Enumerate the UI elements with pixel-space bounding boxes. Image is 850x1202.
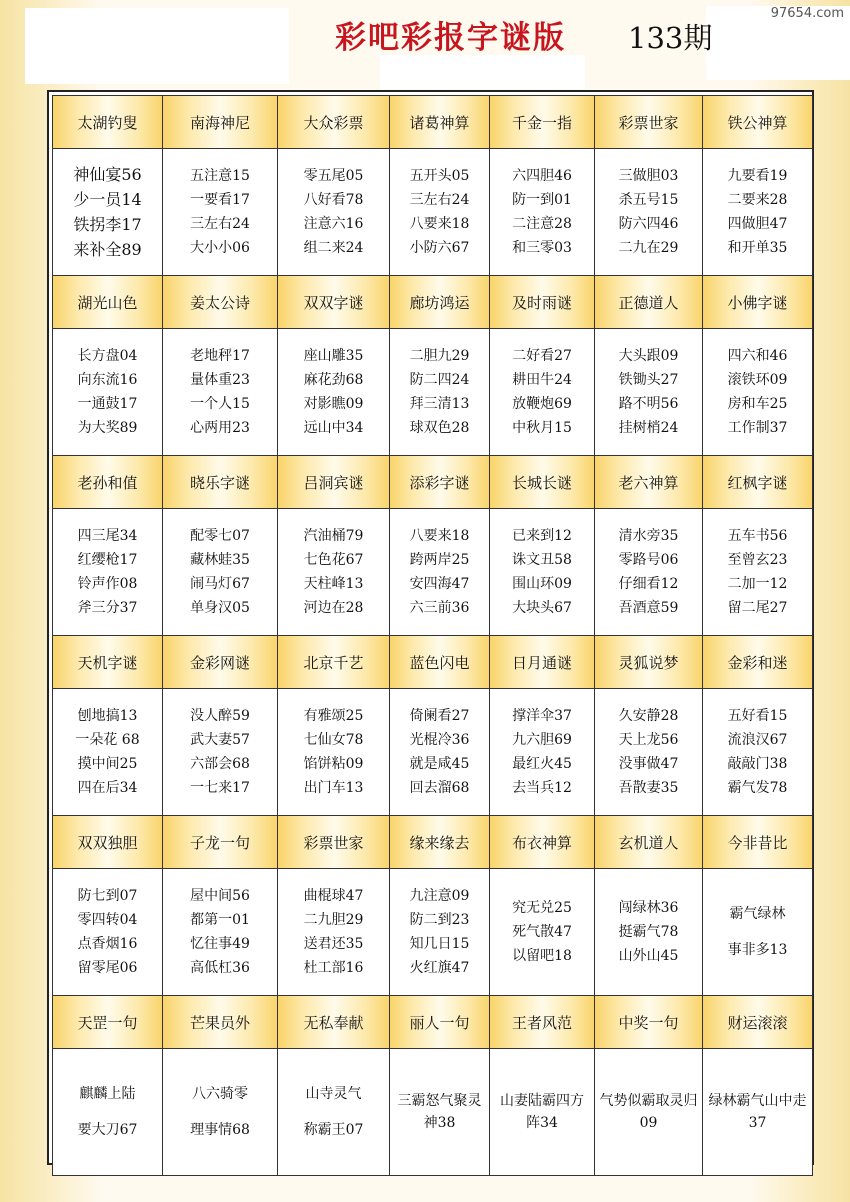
column-name-cell: 彩票世家 <box>278 816 390 869</box>
riddle-line: 吾酒意59 <box>618 600 679 616</box>
column-name-cell: 吕洞宾谜 <box>278 456 390 509</box>
riddle-line: 已来到12 <box>512 528 572 544</box>
riddle-line: 路不明56 <box>618 396 679 412</box>
riddle-line: 五车书56 <box>727 528 788 544</box>
riddle-cell <box>53 1049 163 1176</box>
column-name-cell: 蓝色闪电 <box>390 636 490 689</box>
column-name-cell: 中奖一句 <box>595 996 703 1049</box>
riddle-line: 长方盘04 <box>77 348 138 364</box>
riddle-line: 山寺灵气 <box>305 1086 362 1102</box>
riddle-cell <box>490 689 595 816</box>
riddle-line: 八六骑零 <box>192 1086 248 1102</box>
riddle-line: 注意六16 <box>303 216 364 232</box>
riddle-line: 麻花劲68 <box>303 372 364 388</box>
blank-box-center <box>380 55 585 89</box>
riddle-cell <box>278 329 390 456</box>
riddle-line: 最红火45 <box>512 756 572 772</box>
riddle-cell <box>595 509 703 636</box>
riddle-line: 六三前36 <box>409 600 470 616</box>
header-row <box>53 636 813 689</box>
riddle-line: 有雅颂25 <box>303 708 364 724</box>
riddle-line: 跨两岸25 <box>409 552 470 568</box>
riddle-line: 六部会68 <box>190 756 250 772</box>
riddle-line: 五好看15 <box>727 708 788 724</box>
riddle-cell <box>163 509 278 636</box>
riddle-cell <box>53 509 163 636</box>
column-name-cell: 无私奉献 <box>278 996 390 1049</box>
riddle-line: 八要来18 <box>409 528 470 544</box>
column-name-cell: 晓乐字谜 <box>163 456 278 509</box>
riddle-line: 曲棍球47 <box>303 888 364 904</box>
riddle-cell <box>390 869 490 996</box>
riddle-line: 忆往事49 <box>190 936 250 952</box>
riddle-line: 量体重23 <box>190 372 250 388</box>
riddle-line: 斧三分37 <box>77 600 138 616</box>
column-name-cell: 缘来缘去 <box>390 816 490 869</box>
riddle-line: 高低杠36 <box>190 960 250 976</box>
riddle-cell <box>490 869 595 996</box>
riddle-line: 送君还35 <box>303 936 364 952</box>
riddle-line: 一通鼓17 <box>77 396 138 412</box>
riddle-line: 四做胆47 <box>727 216 788 232</box>
riddle-line: 八要来18 <box>409 216 470 232</box>
riddle-line: 馅饼粘09 <box>303 756 364 772</box>
riddle-line: 组二来24 <box>303 240 364 256</box>
riddle-line: 四六和46 <box>727 348 788 364</box>
riddle-line: 二注意28 <box>512 216 572 232</box>
riddle-line: 四三尾34 <box>77 528 138 544</box>
column-name-cell: 财运滚滚 <box>703 996 813 1049</box>
column-name-cell: 彩票世家 <box>595 96 703 149</box>
riddle-line: 三做胆03 <box>618 168 679 184</box>
riddle-line: 九注意09 <box>409 888 470 904</box>
riddle-cell <box>53 869 163 996</box>
riddle-line: 二好看27 <box>512 348 572 364</box>
riddle-line: 绿林霸气山中走37 <box>708 1093 807 1131</box>
riddle-line: 二九胆29 <box>303 912 364 928</box>
riddle-line: 铃声作08 <box>77 576 138 592</box>
riddle-line: 单身汉05 <box>190 600 250 616</box>
column-name-cell: 大众彩票 <box>278 96 390 149</box>
riddle-line: 二要来28 <box>727 192 788 208</box>
riddle-cell <box>490 329 595 456</box>
column-name-cell: 丽人一句 <box>390 996 490 1049</box>
riddle-line: 藏林蛙35 <box>190 552 250 568</box>
riddle-table <box>52 95 813 1176</box>
column-name-cell: 芒果员外 <box>163 996 278 1049</box>
riddle-line: 称霸王07 <box>303 1122 364 1138</box>
riddle-line: 知几日15 <box>409 936 470 952</box>
riddle-line: 清水旁35 <box>618 528 679 544</box>
riddle-line: 放鞭炮69 <box>512 396 572 412</box>
riddle-line: 五注意15 <box>190 168 250 184</box>
header-row <box>53 276 813 329</box>
column-name-cell: 姜太公诗 <box>163 276 278 329</box>
riddle-line: 安四海47 <box>409 576 470 592</box>
riddle-row <box>53 689 813 816</box>
riddle-line: 吾散妻35 <box>618 780 679 796</box>
riddle-line: 和开单35 <box>727 240 788 256</box>
riddle-line: 留二尾27 <box>727 600 788 616</box>
column-name-cell: 小佛字谜 <box>703 276 813 329</box>
riddle-line: 敲敲门38 <box>727 756 788 772</box>
riddle-cell <box>163 149 278 276</box>
riddle-cell <box>490 149 595 276</box>
column-name-cell: 今非昔比 <box>703 816 813 869</box>
riddle-line: 工作制37 <box>727 420 788 436</box>
riddle-line: 三霸怒气聚灵神38 <box>397 1093 482 1131</box>
header-row <box>53 96 813 149</box>
riddle-line: 中秋月15 <box>512 420 572 436</box>
riddle-line: 摸中间25 <box>77 756 138 772</box>
column-name-cell: 子龙一句 <box>163 816 278 869</box>
riddle-line: 围山环09 <box>512 576 572 592</box>
riddle-line: 二胆九29 <box>409 348 470 364</box>
riddle-line: 天柱峰13 <box>303 576 364 592</box>
riddle-cell <box>278 1049 390 1176</box>
column-name-cell: 金彩网谜 <box>163 636 278 689</box>
riddle-cell <box>703 329 813 456</box>
column-name-cell: 玄机道人 <box>595 816 703 869</box>
column-name-cell: 廊坊鸿运 <box>390 276 490 329</box>
column-name-cell: 千金一指 <box>490 96 595 149</box>
riddle-line: 五开头05 <box>409 168 470 184</box>
riddle-line: 闯绿林36 <box>618 900 679 916</box>
riddle-cell <box>163 1049 278 1176</box>
riddle-line: 诛文丑58 <box>512 552 572 568</box>
riddle-line: 倚阑看27 <box>409 708 470 724</box>
header-row <box>53 996 813 1049</box>
riddle-line: 麒麟上陆 <box>79 1086 136 1102</box>
column-name-cell: 天机字谜 <box>53 636 163 689</box>
riddle-cell <box>390 689 490 816</box>
riddle-row <box>53 1049 813 1176</box>
riddle-line: 防七到07 <box>77 888 138 904</box>
riddle-line: 武大妻57 <box>190 732 250 748</box>
riddle-line: 天上龙56 <box>618 732 679 748</box>
column-name-cell: 及时雨谜 <box>490 276 595 329</box>
riddle-line: 防二到23 <box>409 912 470 928</box>
riddle-line: 汽油桶79 <box>303 528 364 544</box>
riddle-line: 没人醉59 <box>190 708 250 724</box>
column-name-cell: 天罡一句 <box>53 996 163 1049</box>
riddle-line: 山妻陆霸四方阵34 <box>500 1093 584 1131</box>
riddle-line: 九六胆69 <box>512 732 572 748</box>
riddle-line: 座山雕35 <box>303 348 364 364</box>
riddle-line: 没事做47 <box>618 756 679 772</box>
header-row <box>53 816 813 869</box>
riddle-line: 七仙女78 <box>303 732 364 748</box>
riddle-line: 仔细看12 <box>618 576 679 592</box>
riddle-line: 杀五号15 <box>618 192 679 208</box>
riddle-line: 三左右24 <box>409 192 470 208</box>
riddle-line: 为大奖89 <box>77 420 138 436</box>
riddle-line: 防二四24 <box>409 372 470 388</box>
column-name-cell: 南海神尼 <box>163 96 278 149</box>
riddle-cell <box>390 149 490 276</box>
riddle-line: 大头跟09 <box>618 348 679 364</box>
riddle-line: 气势似霸取灵归09 <box>599 1093 698 1131</box>
riddle-cell <box>390 509 490 636</box>
riddle-line: 铁锄头27 <box>618 372 679 388</box>
riddle-line: 神仙宴56 <box>73 165 142 184</box>
riddle-line: 防六四46 <box>618 216 679 232</box>
riddle-cell <box>595 689 703 816</box>
riddle-line: 三左右24 <box>190 216 250 232</box>
riddle-row <box>53 509 813 636</box>
riddle-line: 球双色28 <box>409 420 470 436</box>
riddle-line: 二加一12 <box>727 576 788 592</box>
riddle-cell <box>53 329 163 456</box>
riddle-line: 滚铁环09 <box>727 372 788 388</box>
riddle-line: 零四转04 <box>77 912 138 928</box>
riddle-row <box>53 869 813 996</box>
riddle-line: 耕田牛24 <box>512 372 572 388</box>
riddle-line: 要大刀67 <box>77 1122 138 1138</box>
riddle-line: 一朵花 68 <box>75 732 140 748</box>
column-name-cell: 老孙和值 <box>53 456 163 509</box>
header-row <box>53 456 813 509</box>
page-title: 彩吧彩报字谜版 <box>335 20 566 56</box>
column-name-cell: 灵狐说梦 <box>595 636 703 689</box>
riddle-line: 二九在29 <box>618 240 679 256</box>
column-name-cell: 添彩字谜 <box>390 456 490 509</box>
riddle-row <box>53 329 813 456</box>
column-name-cell: 日月通谜 <box>490 636 595 689</box>
riddle-line: 对影瞧09 <box>303 396 364 412</box>
riddle-line: 老地秤17 <box>190 348 250 364</box>
column-name-cell: 双双独胆 <box>53 816 163 869</box>
riddle-line: 留零尾06 <box>77 960 138 976</box>
riddle-cell <box>595 1049 703 1176</box>
riddle-line: 点香烟16 <box>77 936 138 952</box>
column-name-cell: 湖光山色 <box>53 276 163 329</box>
column-name-cell: 正德道人 <box>595 276 703 329</box>
riddle-cell <box>595 329 703 456</box>
riddle-line: 小防六67 <box>409 240 470 256</box>
riddle-cell <box>703 149 813 276</box>
riddle-cell <box>390 1049 490 1176</box>
column-name-cell: 太湖钓叟 <box>53 96 163 149</box>
riddle-line: 理事情68 <box>190 1122 250 1138</box>
riddle-line: 撑洋伞37 <box>512 708 572 724</box>
riddle-cell <box>53 149 163 276</box>
riddle-line: 光棍冷36 <box>409 732 470 748</box>
riddle-line: 至曾玄23 <box>727 552 788 568</box>
riddle-cell <box>703 689 813 816</box>
riddle-cell <box>163 689 278 816</box>
riddle-line: 山外山45 <box>618 948 679 964</box>
riddle-cell <box>278 869 390 996</box>
riddle-cell <box>278 149 390 276</box>
riddle-cell <box>390 329 490 456</box>
riddle-line: 七色花67 <box>303 552 364 568</box>
riddle-line: 来补全89 <box>73 240 142 259</box>
riddle-line: 零路号06 <box>618 552 679 568</box>
riddle-row <box>53 149 813 276</box>
riddle-line: 就是咸45 <box>409 756 470 772</box>
column-name-cell: 北京千艺 <box>278 636 390 689</box>
riddle-line: 回去溜68 <box>409 780 470 796</box>
column-name-cell: 双双字谜 <box>278 276 390 329</box>
riddle-line: 刨地搞13 <box>77 708 138 724</box>
column-name-cell: 金彩和迷 <box>703 636 813 689</box>
riddle-line: 霸气绿林 <box>729 906 786 922</box>
riddle-line: 远山中34 <box>303 420 364 436</box>
riddle-line: 挂树梢24 <box>618 420 679 436</box>
riddle-cell <box>703 1049 813 1176</box>
column-name-cell: 铁公神算 <box>703 96 813 149</box>
riddle-line: 大块头67 <box>512 600 572 616</box>
riddle-line: 事非多13 <box>727 942 788 958</box>
blank-box-left <box>25 8 289 84</box>
riddle-line: 以留吧18 <box>512 948 572 964</box>
column-name-cell: 王者风范 <box>490 996 595 1049</box>
riddle-line: 配零七07 <box>190 528 250 544</box>
riddle-line: 八好看78 <box>303 192 364 208</box>
riddle-line: 一个人15 <box>190 396 250 412</box>
riddle-line: 挺霸气78 <box>618 924 679 940</box>
riddle-line: 房和车25 <box>727 396 788 412</box>
riddle-cell <box>595 869 703 996</box>
riddle-line: 火红旗47 <box>409 960 470 976</box>
riddle-line: 流浪汉67 <box>727 732 788 748</box>
column-name-cell: 红枫字谜 <box>703 456 813 509</box>
riddle-cell <box>490 1049 595 1176</box>
riddle-line: 四在后34 <box>77 780 138 796</box>
riddle-line: 铁拐李17 <box>73 215 142 234</box>
column-name-cell: 布衣神算 <box>490 816 595 869</box>
riddle-line: 少一员14 <box>73 190 142 209</box>
riddle-line: 红缨枪17 <box>77 552 138 568</box>
riddle-line: 杜工部16 <box>303 960 364 976</box>
riddle-line: 一七来17 <box>190 780 250 796</box>
riddle-line: 心两用23 <box>190 420 250 436</box>
riddle-line: 屋中间56 <box>190 888 250 904</box>
riddle-line: 一要看17 <box>190 192 250 208</box>
riddle-line: 拜三清13 <box>409 396 470 412</box>
issue-number: 133期 <box>628 21 713 55</box>
riddle-cell <box>595 149 703 276</box>
riddle-line: 防一到01 <box>512 192 572 208</box>
riddle-line: 都第一01 <box>190 912 250 928</box>
riddle-line: 向东流16 <box>77 372 138 388</box>
column-name-cell: 长城长谜 <box>490 456 595 509</box>
riddle-line: 闹马灯67 <box>190 576 250 592</box>
column-name-cell: 诸葛神算 <box>390 96 490 149</box>
riddle-line: 大小小06 <box>190 240 250 256</box>
site-watermark: 97654.com <box>770 6 844 21</box>
riddle-line: 河边在28 <box>303 600 364 616</box>
riddle-cell <box>163 869 278 996</box>
riddle-cell <box>703 869 813 996</box>
riddle-cell <box>53 689 163 816</box>
riddle-line: 久安静28 <box>618 708 679 724</box>
riddle-cell <box>278 689 390 816</box>
riddle-line: 究无兑25 <box>512 900 572 916</box>
riddle-line: 死气散47 <box>512 924 572 940</box>
column-name-cell: 老六神算 <box>595 456 703 509</box>
riddle-cell <box>490 509 595 636</box>
riddle-line: 出门车13 <box>303 780 364 796</box>
riddle-cell <box>163 329 278 456</box>
riddle-line: 九要看19 <box>727 168 788 184</box>
riddle-cell <box>278 509 390 636</box>
riddle-line: 霸气发78 <box>727 780 788 796</box>
riddle-line: 六四胆46 <box>512 168 572 184</box>
riddle-cell <box>703 509 813 636</box>
riddle-line: 零五尾05 <box>303 168 364 184</box>
riddle-line: 和三零03 <box>512 240 572 256</box>
riddle-line: 去当兵12 <box>512 780 572 796</box>
